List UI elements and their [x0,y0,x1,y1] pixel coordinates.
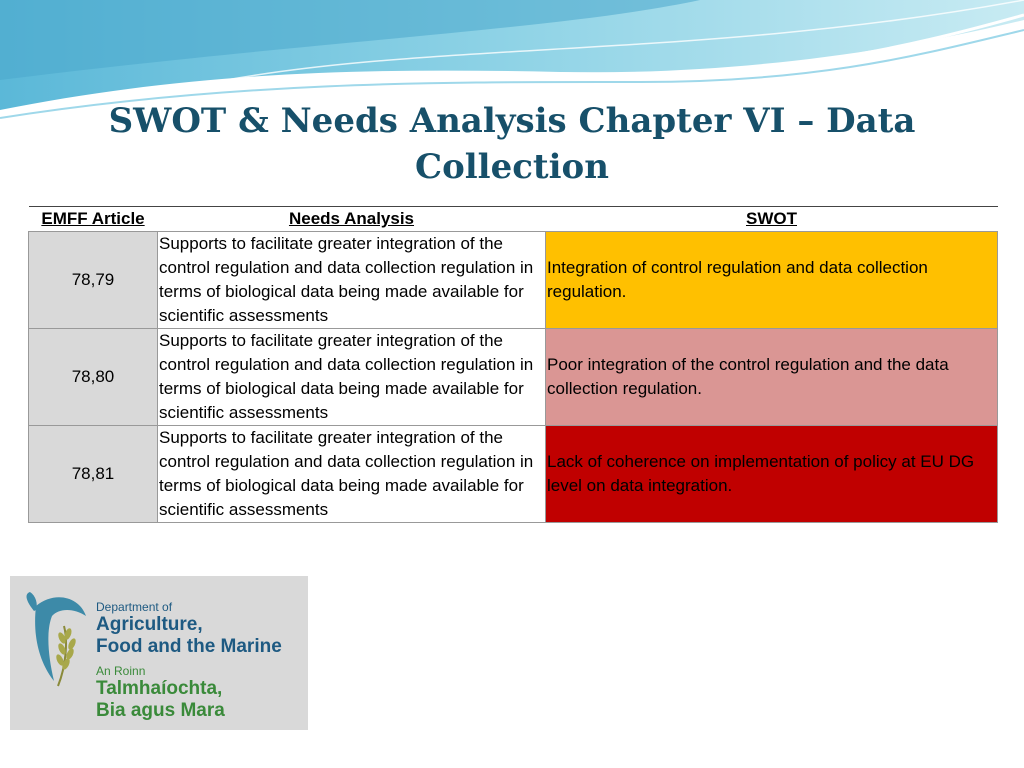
article-cell: 78,80 [29,329,158,426]
header-swot: SWOT [546,207,998,232]
table-row [29,329,998,426]
table-header-row [29,207,998,232]
table-row [29,426,998,523]
logo-line-6: Bia agus Mara [96,700,225,721]
table-row [29,232,998,329]
header-needs-analysis: Needs Analysis [158,207,546,232]
department-logo [10,576,308,730]
article-cell: 78,81 [29,426,158,523]
swot-cell: Integration of control regulation and data collection regulation. [546,232,998,329]
logo-line-4: An Roinn [96,664,146,678]
article-cell: 78,79 [29,232,158,329]
logo-line-5: Talmhaíochta, [96,678,223,699]
logo-line-2: Agriculture, [96,614,203,635]
title-line-1: SWOT & Needs Analysis Chapter VI – Data [108,101,916,141]
swot-cell: Poor integration of the control regulation and the data collection regulation. [546,329,998,426]
logo-line-1: Department of [96,600,173,614]
swot-cell: Lack of coherence on implementation of policy at EU DG level on data integration. [546,426,998,523]
needs-cell: Supports to facilitate greater integration of the control regulation and data collection regulation in terms of biological data being made available for scientific assessments [158,329,546,426]
header-emff-article: EMFF Article [29,207,158,232]
fish-wheat-emblem-icon [24,586,94,696]
slide-title [0,98,1024,190]
needs-cell: Supports to facilitate greater integration of the control regulation and data collection regulation in terms of biological data being made available for scientific assessments [158,426,546,523]
title-line-2: Collection [415,147,609,187]
logo-line-3: Food and the Marine [96,636,282,657]
swot-table [28,206,998,523]
needs-cell: Supports to facilitate greater integration of the control regulation and data collection regulation in terms of biological data being made available for scientific assessments [158,232,546,329]
